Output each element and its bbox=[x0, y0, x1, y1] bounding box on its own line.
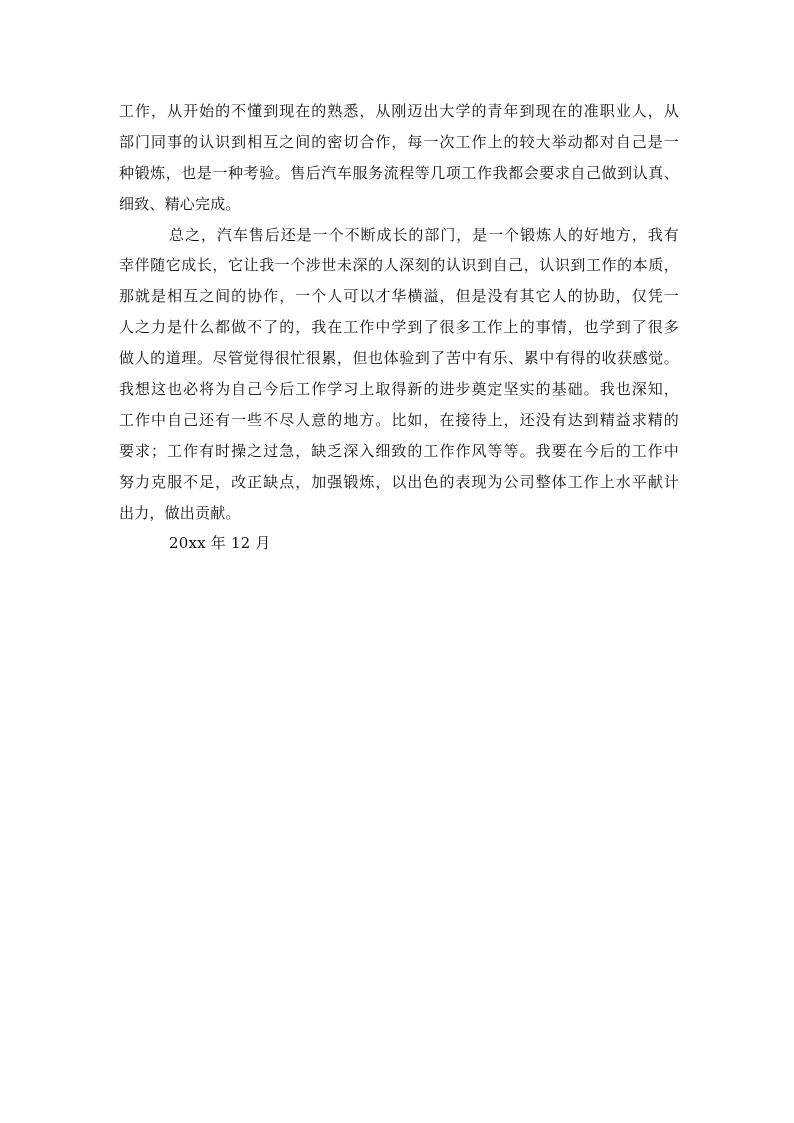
text-line: 人之力是什么都做不了的，我在工作中学到了很多工作上的事情，也学到了很多 bbox=[119, 318, 679, 337]
text-line: 种锻炼，也是一种考验。售后汽车服务流程等几项工作我都会要求自己做到认真、 bbox=[119, 163, 679, 182]
text-line: 总之，汽车售后还是一个不断成长的部门，是一个锻炼人的好地方，我有 bbox=[169, 225, 679, 244]
text-line: 幸伴随它成长，它让我一个涉世未深的人深刻的认识到自己，认识到工作的本质， bbox=[119, 256, 679, 275]
text-line: 要求；工作有时操之过急，缺乏深入细致的工作作风等等。我要在今后的工作中 bbox=[119, 441, 679, 460]
paragraph-summary bbox=[119, 220, 679, 529]
text-line: 努力克服不足，改正缺点，加强锻炼，以出色的表现为公司整体工作上水平献计 bbox=[119, 472, 679, 491]
text-line: 那就是相互之间的协作，一个人可以才华横溢，但是没有其它人的协助，仅凭一 bbox=[119, 287, 679, 306]
document-date: 20xx 年 12 月 bbox=[169, 534, 271, 553]
text-line: 工作中自己还有一些不尽人意的地方。比如，在接待上，还没有达到精益求精的 bbox=[119, 410, 679, 429]
text-line: 工作，从开始的不懂到现在的熟悉，从刚迈出大学的青年到现在的准职业人，从 bbox=[119, 102, 679, 120]
text-line: 细致、精心完成。 bbox=[119, 194, 241, 213]
text-line: 做人的道理。尽管觉得很忙很累，但也体验到了苦中有乐、累中有得的收获感觉。 bbox=[119, 349, 679, 368]
text-line: 我想这也必将为自己今后工作学习上取得新的进步奠定坚实的基础。我也深知， bbox=[119, 380, 679, 399]
text-line: 部门同事的认识到相互之间的密切合作，每一次工作上的较大举动都对自己是一 bbox=[119, 132, 679, 151]
paragraph-work-experience bbox=[119, 96, 679, 220]
document-body bbox=[119, 96, 679, 559]
text-line: 出力，做出贡献。 bbox=[119, 503, 241, 522]
